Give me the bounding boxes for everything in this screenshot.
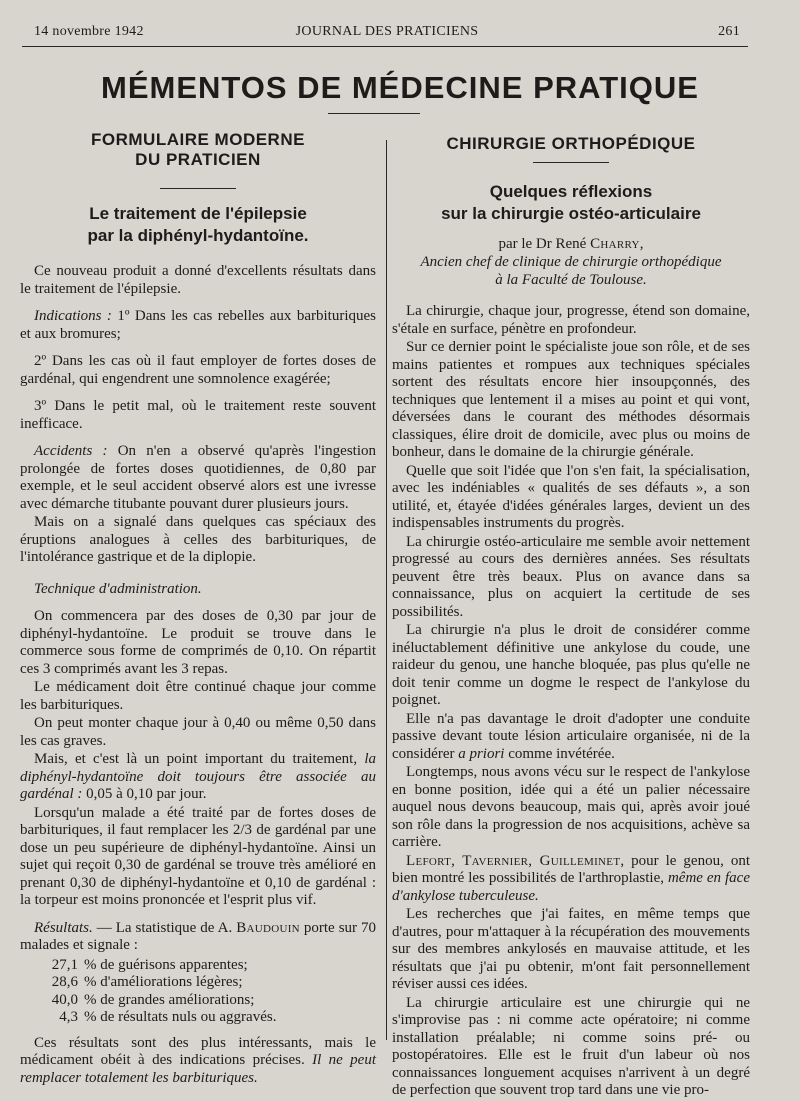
stat-text: % de guérisons apparentes; [84,956,248,973]
paragraph-text: — La statistique de A. [92,919,237,936]
stat-value: 40,0 [51,991,78,1008]
paragraph: La chirurgie, chaque jour, progresse, étend son domaine, s'étale en surface, pénètre en profondeur. [392,303,750,337]
stat-text: % de grandes améliorations; [84,991,255,1008]
emphasis-text: a priori [458,745,505,762]
stat-text: % d'améliorations légères; [84,974,243,990]
byline [392,235,750,253]
paragraph: On commencera par des doses de 0,30 par jour de diphényl-hydantoïne. Le produit se trouve dans le commerce sous forme de comprimés de 0,10. On répartit ces 3 comprimés avant les 3 repas. [20,608,376,677]
paragraph: Longtemps, nous avons vécu sur le respect de l'ankylose en bonne position, idée qui a été un palier nécessaire auquel nous devons beaucoup, mais qui, après avoir joué son rôle dans la progression de nos acquisitions, achève sa carrière. [392,764,750,850]
title-rule [328,113,420,114]
paragraph: Ce nouveau produit a donné d'excellents résultats dans le traitement de l'épilepsie. [20,263,376,297]
stat-value: 4,3 [59,1009,78,1025]
paragraph-text: On n'en a observé qu'après l'ingestion prolongée de fortes doses quotidiennes, de 0,80 par exemple, et le seul accident observé alors est une ivresse avec démarche titubante pouvant durer plusieurs jours. [20,443,376,512]
byline-prefix: par le Dr René [498,236,591,252]
paragraph-text: Ces résultats sont des plus intéressants, mais le médicament obéit à des indications précises. [20,1034,376,1068]
page-number: 261 [718,24,740,39]
paragraph: Quelle que soit l'idée que l'on s'en fait, la spécialisation, avec les indéniables « qualités de ses défauts », a son utilité, et, étayée d'idées générales larges, devient un des indispensables instruments du progrès. [392,462,750,531]
emphasis-text: même en face d'ankylose tuberculeuse. [392,870,750,904]
left-title-line-1: Le traitement de l'épilepsie [89,204,307,223]
emphasis-text: Il ne peut remplacer totalement les barbituriques. [20,1052,376,1086]
left-section-line-1: FORMULAIRE MODERNE [91,130,305,149]
technique-heading: Technique d'administration. [34,580,202,597]
list-item [34,957,376,975]
paragraph: Le médicament doit être continué chaque jour comme les barbituriques. [20,679,376,713]
paragraph: 3º Dans le petit mal, où le traitement reste souvent inefficace. [20,398,376,432]
list-item [34,974,376,992]
left-section-line-2: DU PRATICIEN [135,150,261,169]
paragraph [20,751,376,804]
paragraph-text: 1º Dans les cas rebelles aux barbituriques et aux bromures; [20,308,376,342]
results-list [34,957,376,1027]
paragraph-text: porte sur 70 malades et signale : [20,919,377,953]
paragraph-text: , pour le genou, ont bien montré les possibilités de l'arthroplastie, [392,852,750,886]
list-item [34,992,376,1010]
header-date: 14 novembre 1942 [34,24,144,39]
paragraph [20,308,376,343]
column-divider [386,140,387,1040]
paragraph [392,711,750,764]
paragraph-text: Elle n'a pas davantage le droit d'adopter une conduite passive devant toute lésion articulaire organisée, ni de la considérer [392,710,750,762]
indications-label: Indications : [34,308,112,324]
affiliation-line-2: à la Faculté de Toulouse. [495,272,647,288]
paragraph: Sur ce dernier point le spécialiste joue son rôle, et de ses mains patientes et rompues aux techniques spéciales sortent des résultats encore hier insoupçonnés, des techniques que lentement il a mises au point et qui vont, déversées dans le courant des méthodes désormais classiques, élire droit de domicile, avec plus ou moins de bonheur, dans le domaine de la chirurgie générale. [392,339,750,460]
paragraph: Lorsqu'un malade a été traité par de fortes doses de barbituriques, il faut remplacer les 2/3 de gardénal par une dose un peu supérieure de diphényl-hydantoïne. Ainsi un sujet qui reçoit 0,30 de gardénal se trouve très amélioré en prenant 0,30 de diphényl-hydantoïne et 0,10 de gardénal : la torpeur est moins prononcée et l'esprit plus vif. [20,804,376,908]
left-section-heading [20,130,376,170]
header-journal-name: JOURNAL DES PRATICIENS [295,24,479,39]
paragraph [392,853,750,906]
paragraph [20,1035,376,1088]
author-names: Lefort, Tavernier, Guilleminet [406,852,621,869]
right-title-line-1: Quelques réflexions [489,182,653,201]
right-article-title [392,181,750,225]
paragraph [20,443,376,513]
right-section-heading: CHIRURGIE ORTHOPÉDIQUE [446,134,696,153]
right-title-line-2: sur la chirurgie ostéo-articulaire [441,204,701,223]
paragraph: Les recherches que j'ai faites, en même temps que d'autres, pour m'attaquer à la récupération des mouvements sur des membres ankylosés en mauvaise attitude, et les résultats que j'ai pu obtenir, m'ont fait personnellement réviser aussi ces idées. [392,906,750,992]
paragraph: La chirurgie articulaire est une chirurgie qui ne s'improvise pas : ni comme acte opératoire; ni comme installation préalable; ni comme soins pré- ou postopératoires. Elle est le fruit d'un labeur où nos connaissances longuement acquises n'arrivent à un degré de perfection que souvent trop tard dans une vie pro- [392,994,750,1098]
left-column [20,130,376,1088]
right-column [392,130,750,1101]
right-section-rule [533,162,609,163]
left-article-title [20,203,376,247]
left-title-line-2: par la diphényl-hydantoïne. [87,226,309,245]
author-name: Baudouin [236,919,300,936]
list-item [34,1009,376,1027]
stat-text: % de résultats nuls ou aggravés. [84,1009,277,1025]
stat-value: 28,6 [51,974,78,990]
affiliation-line-1: Ancien chef de clinique de chirurgie orthopédique [420,254,722,270]
paragraph: La chirurgie n'a plus le droit de considérer comme inéluctablement définitive une ankylose du coude, une raideur du genou, une hanche bloquée, pas plus qu'elle ne doit tenir comme un dogme le respect de l'ankylose du poignet. [392,622,750,708]
left-section-rule [160,188,236,189]
main-title: MÉMENTOS DE MÉDECINE PRATIQUE [101,70,699,105]
paragraph-text: 0,05 à 0,10 par jour. [82,786,207,802]
stat-value: 27,1 [51,956,78,973]
paragraph-text: Mais, et c'est là un point important du traitement, [34,751,365,767]
header-rule [22,46,748,47]
paragraph-text: comme invétérée. [504,745,615,762]
paragraph: On peut monter chaque jour à 0,40 ou même 0,50 dans les cas graves. [20,715,376,749]
paragraph: La chirurgie ostéo-articulaire me semble avoir nettement progressé au cours des dernières années. Ses résultats peuvent être très beaux. Plus on avance dans sa connaissance, plus on acquiert la certitude de ses possibilités. [392,533,750,620]
resultats-label: Résultats. [34,919,93,936]
paragraph: 2º Dans les cas où il faut employer de fortes doses de gardénal, qui engendrent une somnolence exagérée; [20,353,376,387]
paragraph [20,920,376,955]
accidents-label: Accidents : [34,443,108,459]
author-affiliation [392,253,750,289]
running-header [34,24,740,44]
author-name: Charry [590,236,640,252]
emphasis-text: la diphényl-hydantoïne doit toujours être associée au gardénal : [20,751,376,802]
paragraph: Mais on a signalé dans quelques cas spéciaux des éruptions analogues à celles des barbituriques, de l'intolérance gastrique et de la diplopie. [20,514,376,565]
byline-suffix: , [639,236,644,252]
